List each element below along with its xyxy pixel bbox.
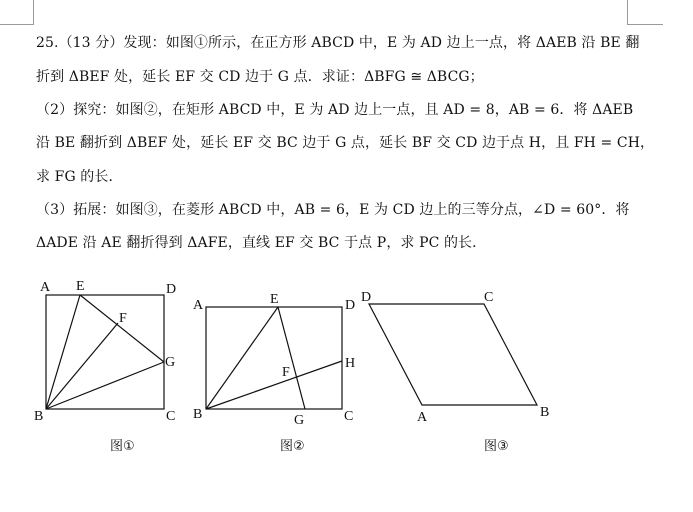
problem-line-4: 沿 BE 翻折到 ΔBEF 处，延长 EF 交 BC 边于 G 点，延长 BF 交 CD 边于点 H，且 FH = CH， [36, 135, 655, 151]
problem-line-6: （3）拓展：如图③，在菱形 ABCD 中，AB = 6，E 为 CD 边上的三等分点，∠D = 60°．将 [36, 202, 630, 218]
problem-line-2: 折到 ΔBEF 处，延长 EF 交 CD 边于 G 点．求证：ΔBFG ≅ ΔBCG； [36, 69, 484, 85]
figure-2 [206, 307, 342, 409]
figure-2-label-a: A [193, 298, 204, 313]
figure-3-label-b: B [540, 405, 550, 420]
figure-2-label-g: G [294, 413, 305, 428]
figure-2-label-c: C [344, 409, 354, 424]
figure-1-label-a: A [40, 280, 51, 295]
figure-2-label-h: H [345, 356, 356, 371]
figure-2-segment-eg [278, 307, 305, 409]
figure-3 [369, 304, 537, 405]
figure-2-segment-bh [206, 361, 342, 409]
figures-panel [0, 270, 693, 470]
problem-line-1: 25.（13 分）发现：如图①所示，在正方形 ABCD 中，E 为 AD 边上一点，将 ΔAEB 沿 BE 翻 [36, 35, 640, 51]
problem-line-5: 求 FG 的长． [36, 169, 123, 185]
figure-1-square [46, 295, 164, 409]
figure-2-label-b: B [193, 407, 203, 422]
figure-3-label-a: A [417, 410, 428, 425]
figure-1-label-e: E [76, 279, 85, 294]
figure-3-caption: 图③ [484, 439, 509, 454]
figure-1-segment-be [46, 295, 80, 409]
figure-1-segment-bf [46, 323, 118, 409]
figure-1-label-g: G [165, 355, 176, 370]
figure-2-label-e: E [270, 292, 279, 307]
figure-2-segment-be [206, 307, 278, 409]
figure-3-label-d: D [361, 290, 372, 305]
figure-2-label-d: D [345, 298, 356, 313]
figure-1-segment-bg [46, 362, 164, 409]
figure-1-label-d: D [166, 282, 177, 297]
figure-1-label-f: F [119, 311, 127, 326]
figure-2-label-f: F [282, 365, 290, 380]
page-corner-mark-left [0, 0, 34, 25]
figure-2-rectangle [206, 307, 342, 409]
page-corner-mark-right [627, 0, 663, 25]
problem-line-7: ΔADE 沿 AE 翻折得到 ΔAFE，直线 EF 交 BC 于点 P，求 PC 的长． [36, 235, 487, 251]
figure-1-segment-eg [80, 295, 164, 362]
figure-3-label-c: C [484, 290, 494, 305]
problem-line-3: （2）探究：如图②，在矩形 ABCD 中，E 为 AD 边上一点，且 AD = 8，AB = 6．将 ΔAEB [36, 102, 634, 118]
figure-1-caption: 图① [110, 439, 135, 454]
figure-1 [46, 295, 164, 409]
figure-3-rhombus [369, 304, 537, 405]
figure-1-label-b: B [34, 409, 44, 424]
figure-1-label-c: C [166, 409, 176, 424]
figure-2-caption: 图② [280, 439, 305, 454]
